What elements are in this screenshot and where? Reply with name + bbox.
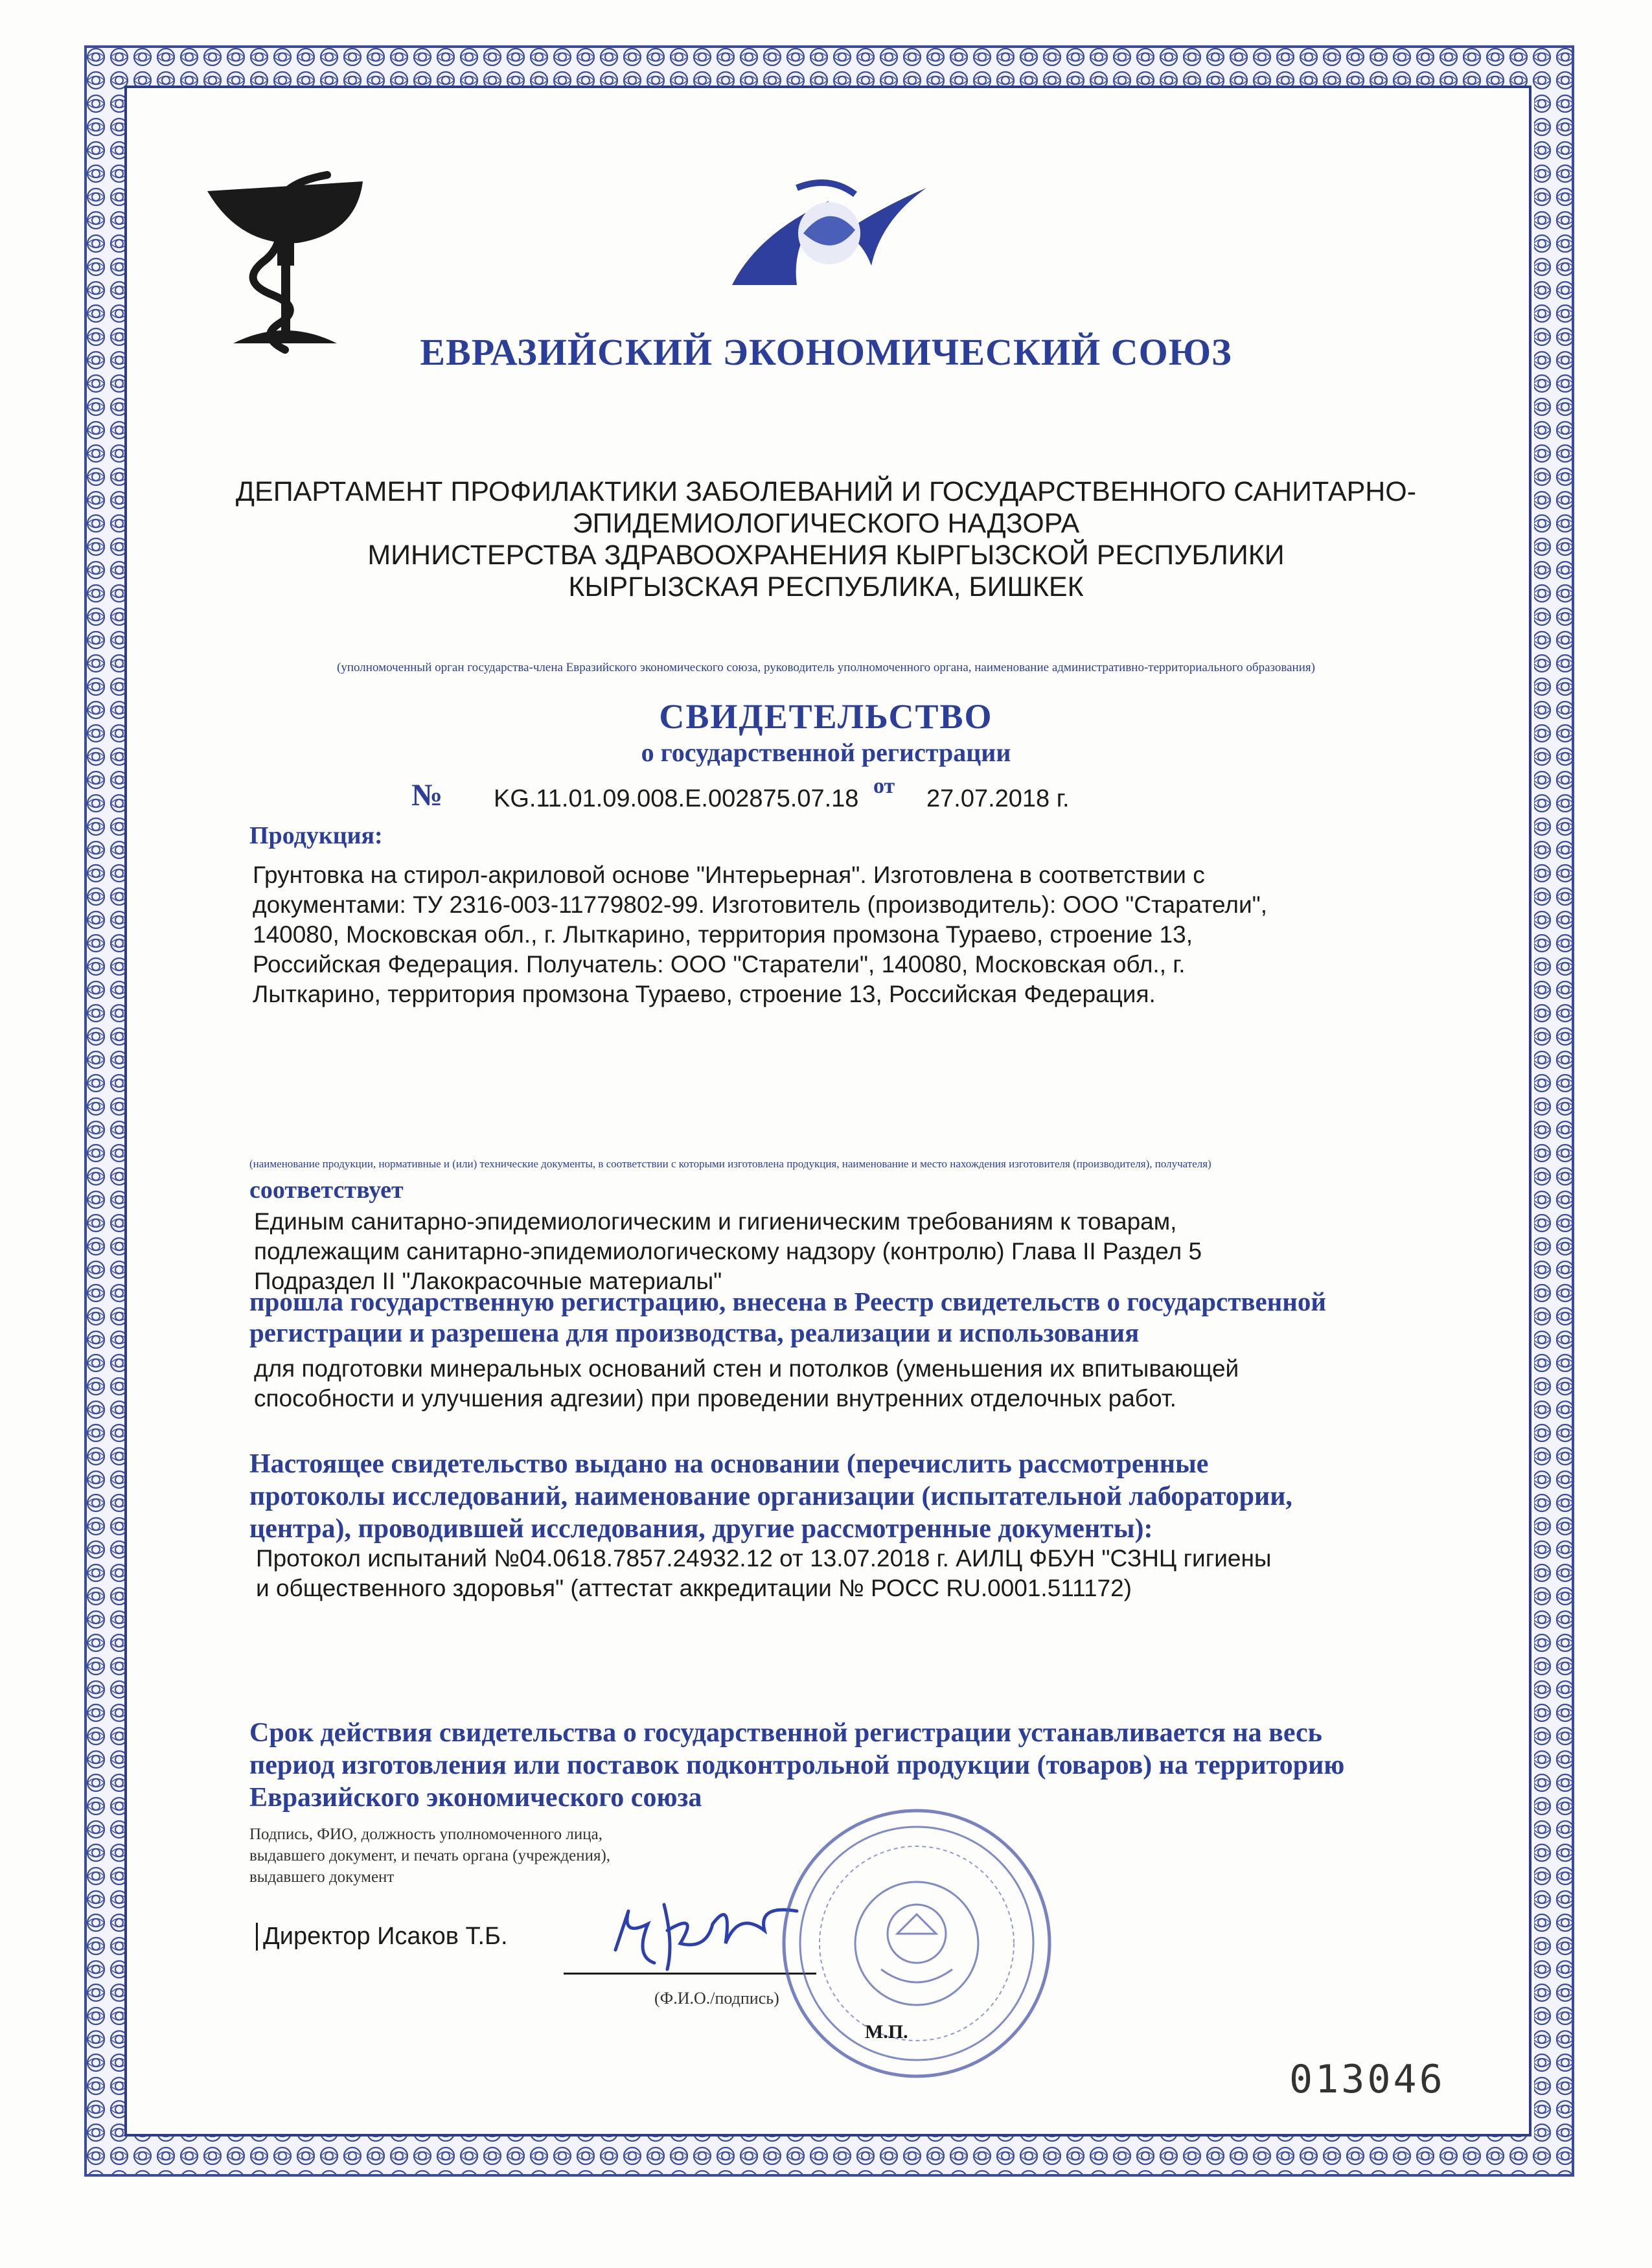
union-title: ЕВРАЗИЙСКИЙ ЭКОНОМИЧЕСКИЙ СОЮЗ [420, 331, 1232, 373]
from-label: от [873, 774, 895, 798]
certificate-title: СВИДЕТЕЛЬСТВО [659, 697, 993, 736]
product-line: Российская Федерация. Получатель: ООО "Старатели", 140080, Московская обл., г. [253, 951, 1186, 978]
registration-heading [249, 1286, 1513, 1348]
validity-line: Евразийского экономического союза [249, 1783, 702, 1813]
eaeu-emblem-icon [719, 162, 939, 298]
signer-name: Директор Исаков Т.Б. [256, 1923, 508, 1951]
basis-line: и общественного здоровья" (аттестат аккредитации № РОСС RU.0001.511172) [256, 1575, 1132, 1601]
department-line: ДЕПАРТАМЕНТ ПРОФИЛАКТИКИ ЗАБОЛЕВАНИЙ И ГОСУДАРСТВЕННОГО САНИТАРНО- [235, 476, 1417, 507]
product-line: Лыткарино, территория промзона Тураево, строение 13, Российская Федерация. [253, 981, 1156, 1007]
conformity-line: Единым санитарно-эпидемиологическим и гигиеническим требованиям к товарам, [254, 1208, 1177, 1235]
conformity-line: подлежащим санитарно-эпидемиологическому надзору (контролю) Глава II Раздел 5 [254, 1238, 1202, 1265]
basis-line: Протокол испытаний №04.0618.7857.24932.12 от 13.07.2018 г. АИЛЦ ФБУН "СЗНЦ гигиены [256, 1545, 1272, 1572]
product-line: 140080, Московская обл., г. Лыткарино, территория промзона Тураево, строение 13, [253, 921, 1193, 948]
registration-heading-line: прошла государственную регистрацию, внесена в Реестр свидетельств о государственной [249, 1287, 1327, 1316]
validity-block [249, 1717, 1513, 1814]
basis-heading [249, 1448, 1513, 1545]
certificate-subtitle: о государственной регистрации [641, 738, 1011, 767]
basis-text [256, 1544, 1487, 1603]
product-note: (наименование продукции, нормативные и (или) технические документы, в соответствии с которыми изготовлена продукция, наименование и место нахождения изготовителя (производителя), получателя) [249, 1158, 1211, 1170]
department-line: КЫРГЫЗСКАЯ РЕСПУБЛИКА, БИШКЕК [568, 571, 1084, 602]
validity-line: период изготовления или поставок подконтрольной продукции (товаров) на территорию [249, 1750, 1345, 1780]
department-line: МИНИСТЕРСТВА ЗДРАВООХРАНЕНИЯ КЫРГЫЗСКОЙ РЕСПУБЛИКИ [367, 540, 1285, 571]
certificate-date: 27.07.2018 г. [926, 785, 1070, 812]
official-stamp-icon [774, 1801, 1059, 2086]
basis-heading-line: Настоящее свидетельство выдано на основании (перечислить рассмотренные [249, 1449, 1209, 1479]
certificate-number: KG.11.01.09.008.Е.002875.07.18 [494, 785, 859, 812]
signature-note-line: выдавшего документ [249, 1868, 395, 1886]
product-line: документами: ТУ 2316-003-11779802-99. Изготовитель (производитель): ООО "Старатели", [253, 891, 1268, 918]
department-line: ЭПИДЕМИОЛОГИЧЕСКОГО НАДЗОРА [572, 508, 1080, 539]
department-block [194, 476, 1458, 603]
product-text [253, 860, 1484, 1009]
signature-note-line: выдавшего документ, и печать органа (учреждения), [249, 1847, 611, 1864]
mp-label: М.П. [865, 2021, 908, 2043]
validity-line: Срок действия свидетельства о государственной регистрации устанавливается на весь [249, 1718, 1322, 1748]
signature-note [249, 1824, 610, 1888]
serial-number: 013046 [1289, 2057, 1445, 2102]
basis-heading-line: протоколы исследований, наименование организации (испытательной лаборатории, [249, 1482, 1292, 1511]
registration-heading-line: регистрации и разрешена для производства, реализации и использования [249, 1318, 1140, 1347]
authority-note: (уполномоченный орган государства-члена Евразийского экономического союза, руководитель уполномоченного органа, наименование административно-территориального образования) [337, 661, 1315, 674]
basis-heading-line: центра), проводившей исследования, другие рассмотренные документы): [249, 1514, 1153, 1544]
registration-line: для подготовки минеральных оснований стен и потолков (уменьшения их впитывающей [254, 1355, 1239, 1382]
product-label: Продукция: [249, 822, 383, 849]
number-sign: № [411, 778, 443, 812]
fio-caption: (Ф.И.О./подпись) [654, 1989, 779, 2008]
signature-note-line: Подпись, ФИО, должность уполномоченного лица, [249, 1826, 602, 1843]
registration-line: способности и улучшения адгезии) при проведении внутренних отделочных работ. [254, 1385, 1176, 1412]
product-line: Грунтовка на стирол-акриловой основе "Интерьерная". Изготовлена в соответствии с [253, 862, 1205, 888]
registration-text [254, 1354, 1485, 1414]
conformity-text [254, 1207, 1485, 1296]
conformity-label: соответствует [249, 1176, 404, 1204]
conformity-line: Подраздел II "Лакокрасочные материалы" [254, 1268, 722, 1294]
